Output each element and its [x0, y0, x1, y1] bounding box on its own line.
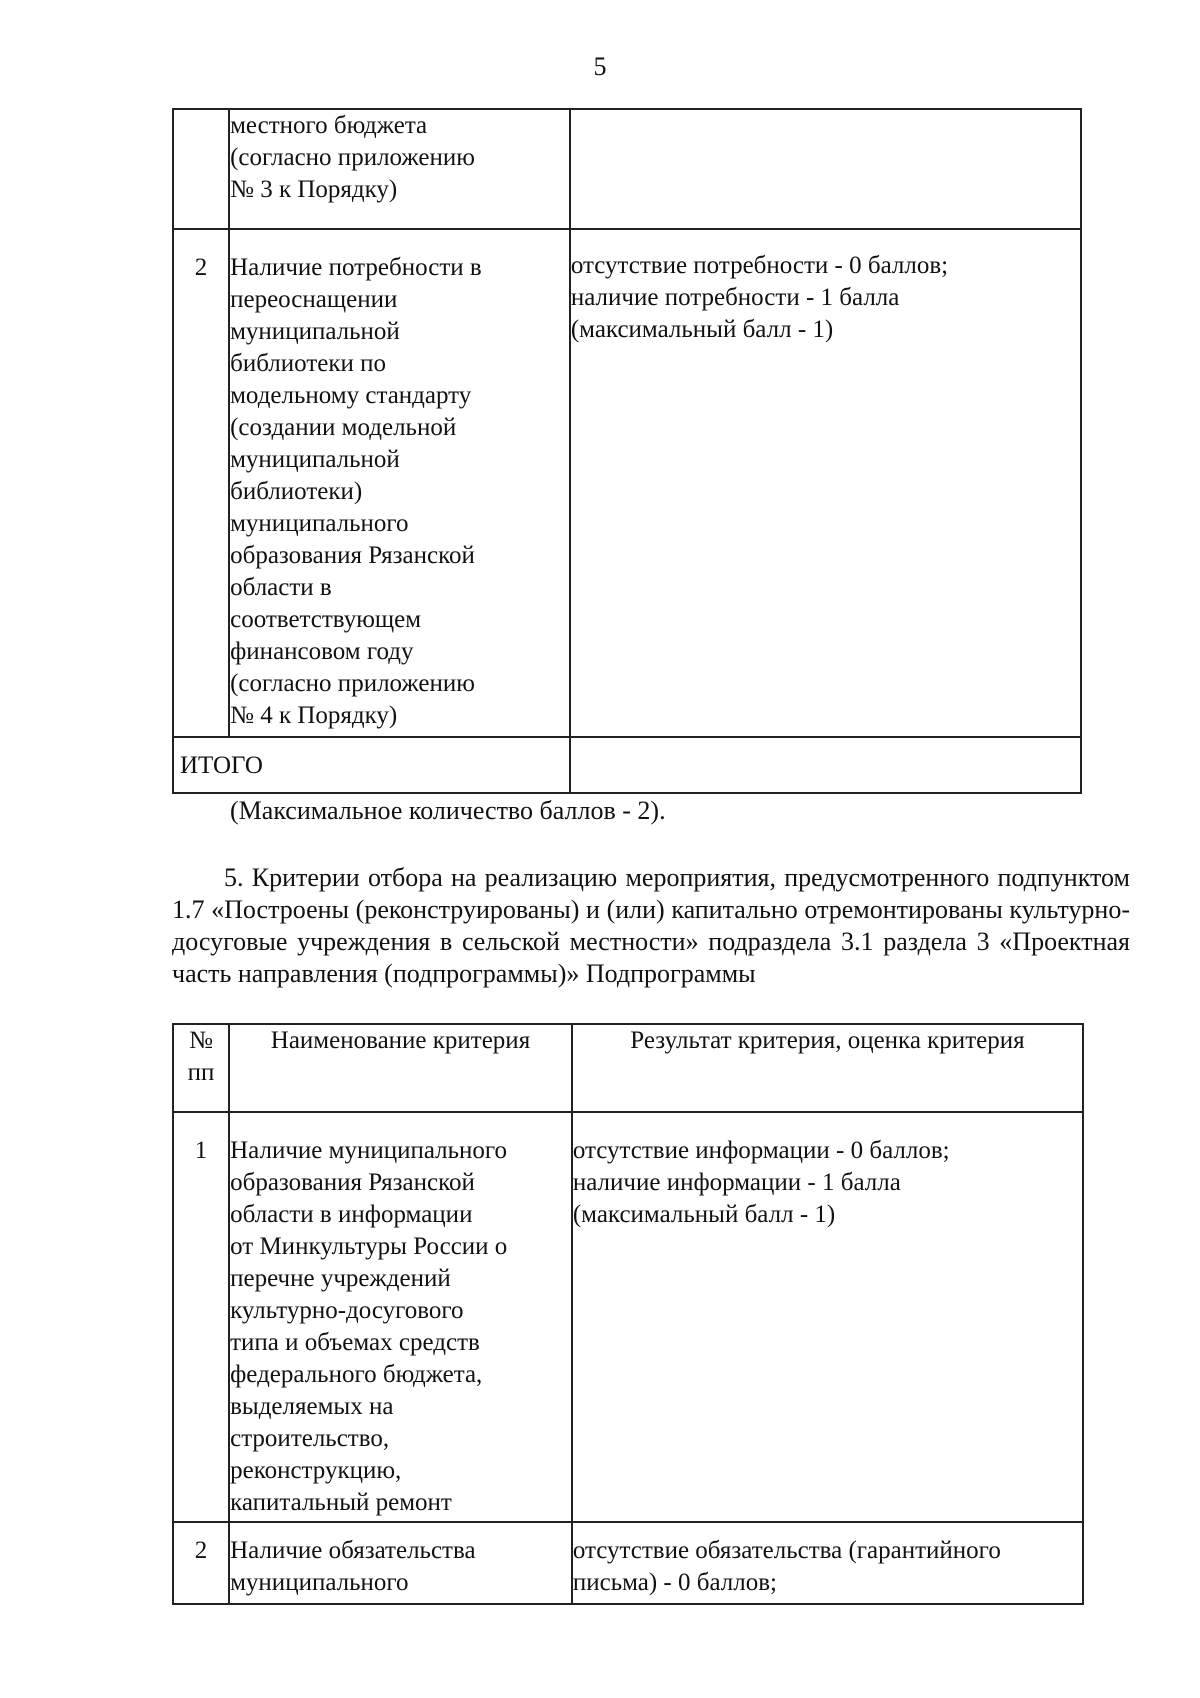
criteria-table-section-5 [172, 1023, 1084, 1605]
criterion-result: отсутствие информации - 0 баллов; наличие информации - 1 балла (максимальный балл - 1) [572, 1112, 1083, 1522]
criterion-name: Наличие муниципального образования Рязанской области в информации от Минкультуры России о перечне учреждений культурно-досугового типа и объемах средств федерального бюджета, выделяемых на строительство, реконструкцию, капитальный ремонт [229, 1112, 572, 1522]
table-row [173, 1522, 1083, 1604]
row-number: 2 [173, 229, 229, 737]
total-value [570, 737, 1081, 793]
header-num: № пп [173, 1024, 229, 1112]
header-result: Результат критерия, оценка критерия [572, 1024, 1083, 1112]
max-score-note: (Максимальное количество баллов - 2). [230, 796, 666, 825]
section-5-text: 5. Критерии отбора на реализацию мероприятия, предусмотренного подпунктом 1.7 «Построены (реконструированы) и (или) капитально отремонтированы культурно-досуговые учреждения в сельской местности» подраздела 3.1 раздела 3 «Проектная часть направления (подпрограммы)» Подпрограммы [172, 863, 1130, 988]
header-criterion: Наименование критерия [229, 1024, 572, 1112]
table-row [173, 1112, 1083, 1522]
table-row [173, 229, 1081, 737]
row-number: 2 [173, 1522, 229, 1604]
page-number: 5 [593, 52, 607, 81]
criteria-table-continued [172, 108, 1082, 794]
criterion-result [570, 109, 1081, 229]
row-number: 1 [173, 1112, 229, 1522]
table-row [173, 109, 1081, 229]
criterion-name: местного бюджета (согласно приложению № 3 к Порядку) [229, 109, 570, 229]
criterion-name: Наличие обязательства муниципального [229, 1522, 572, 1604]
criterion-result: отсутствие обязательства (гарантийного письма) - 0 баллов; [572, 1522, 1083, 1604]
total-row [173, 737, 1081, 793]
criterion-result: отсутствие потребности - 0 баллов; наличие потребности - 1 балла (максимальный балл - 1) [570, 229, 1081, 737]
table-header-row [173, 1024, 1083, 1112]
section-5-paragraph [172, 862, 1130, 990]
total-label: ИТОГО [173, 737, 570, 793]
row-number [173, 109, 229, 229]
criterion-name: Наличие потребности в переоснащении муниципальной библиотеки по модельному стандарту (создании модельной муниципальной библиотеки) муниципального образования Рязанской области в соответствующем финансовом году (согласно приложению № 4 к Порядку) [229, 229, 570, 737]
